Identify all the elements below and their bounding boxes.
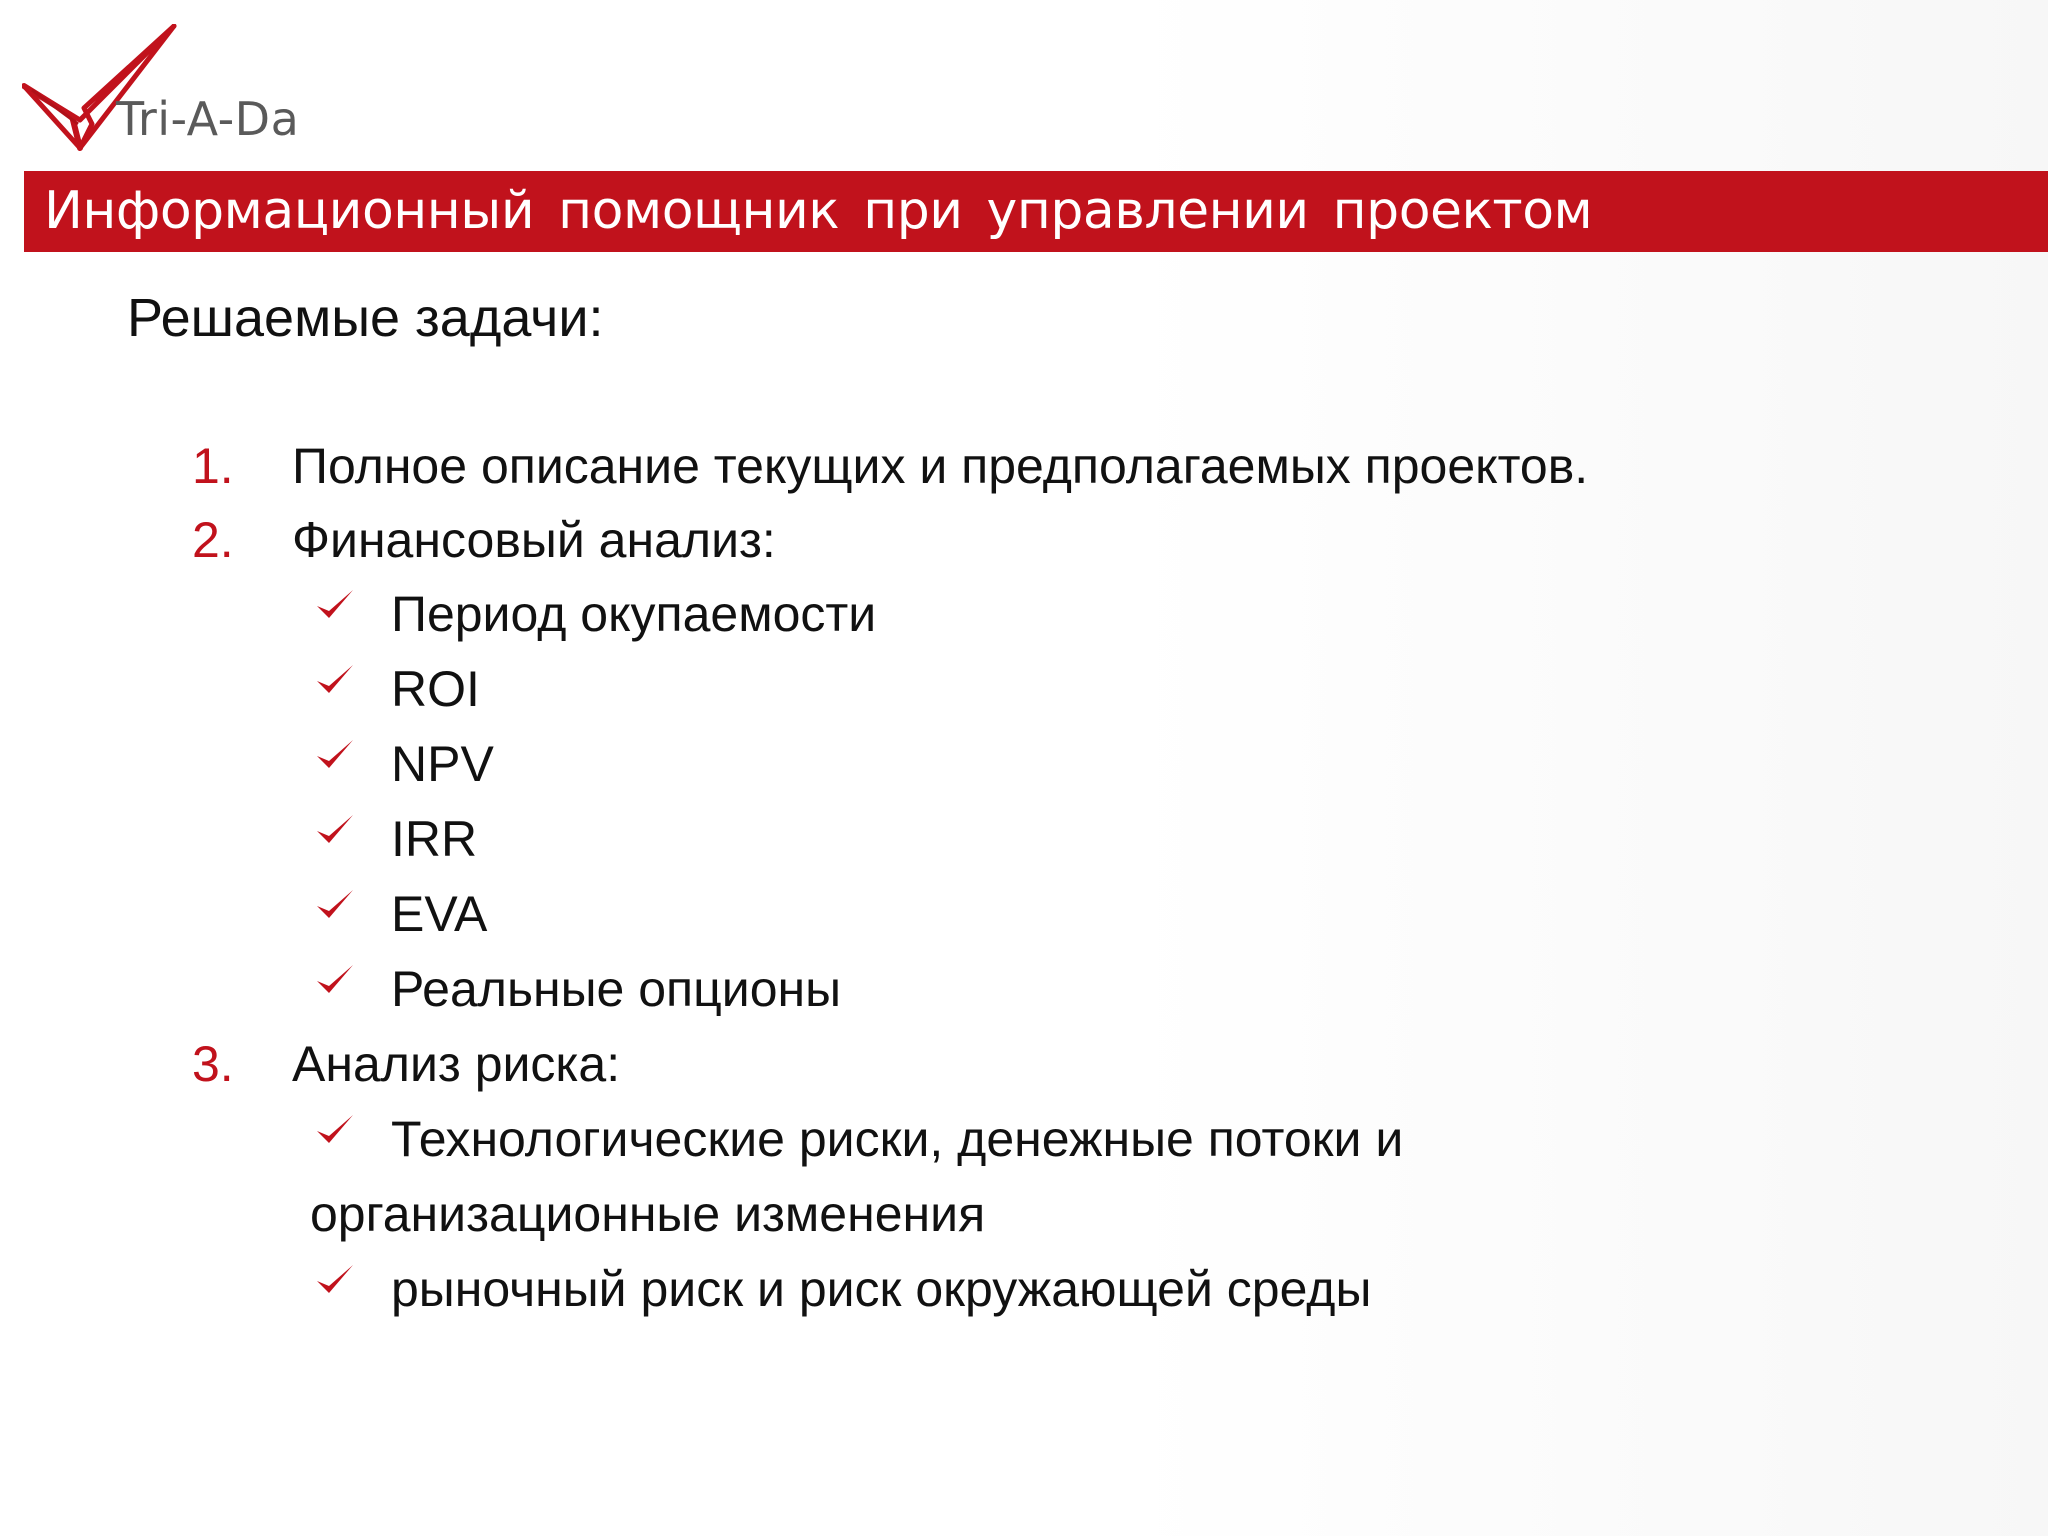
sub-item-roi: ROI xyxy=(391,661,480,717)
sub-item-tech-risks-line2: организационные изменения xyxy=(310,1186,986,1242)
tri-a-da-logo xyxy=(22,24,332,154)
section-heading: Решаемые задачи: xyxy=(127,288,604,348)
list-number-3: 3. xyxy=(192,1036,234,1092)
title-band xyxy=(24,171,2048,252)
list-number-2: 2. xyxy=(192,512,234,568)
sub-item-npv: NPV xyxy=(391,736,494,792)
list-number-1: 1. xyxy=(192,438,234,494)
list-item-1: Полное описание текущих и предполагаемых проектов. xyxy=(292,438,1589,494)
list-item-2: Финансовый анализ: xyxy=(292,512,776,568)
sub-item-irr: IRR xyxy=(391,811,478,867)
check-icon xyxy=(314,1109,356,1151)
check-icon xyxy=(314,1259,356,1301)
check-icon xyxy=(314,959,356,1001)
check-icon xyxy=(314,734,356,776)
slide-title: Информационный помощник при управлении проектом xyxy=(44,181,1593,241)
check-icon xyxy=(314,809,356,851)
check-icon xyxy=(314,584,356,626)
logo-text: Tri-A-Da xyxy=(116,92,300,146)
check-icon xyxy=(314,884,356,926)
check-icon xyxy=(314,659,356,701)
list-item-3: Анализ риска: xyxy=(292,1036,621,1092)
sub-item-real-options: Реальные опционы xyxy=(391,961,842,1017)
sub-item-payback: Период окупаемости xyxy=(391,586,877,642)
sub-item-market-risk: рыночный риск и риск окружающей среды xyxy=(391,1261,1372,1317)
sub-item-eva: EVA xyxy=(391,886,488,942)
sub-item-tech-risks-line1: Технологические риски, денежные потоки и xyxy=(391,1111,1404,1167)
